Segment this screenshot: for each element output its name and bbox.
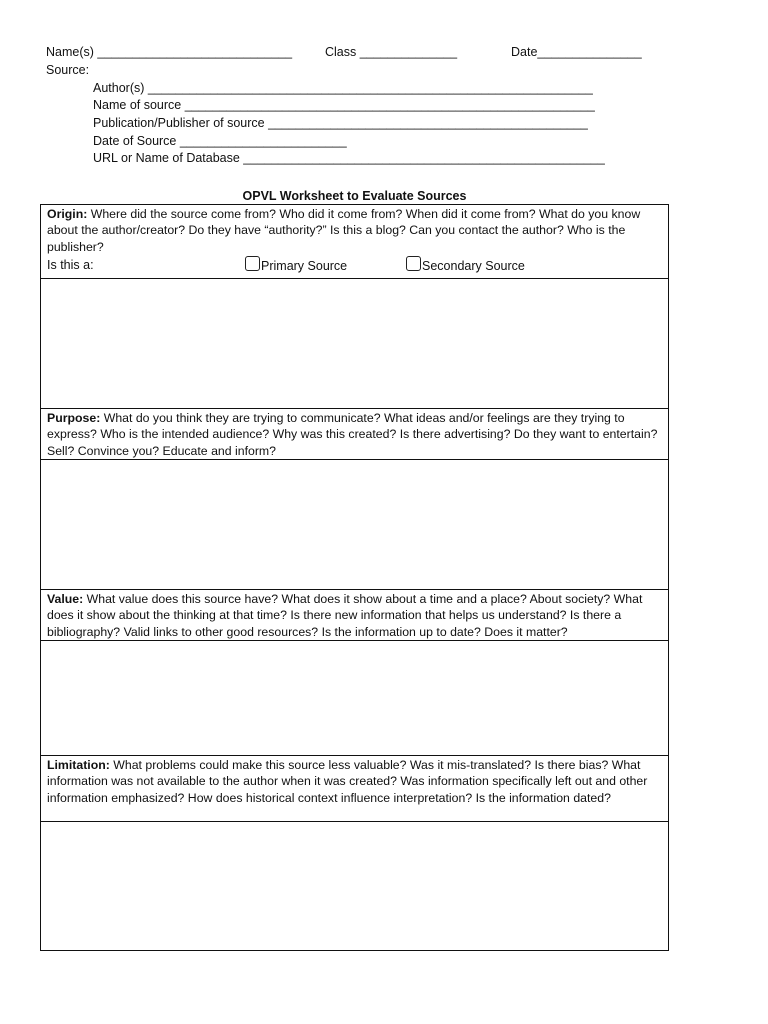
opvl-table bbox=[40, 204, 669, 951]
secondary-source-option[interactable] bbox=[406, 255, 525, 275]
author-field[interactable]: Author(s) ________________________________________________________________ bbox=[93, 81, 593, 95]
origin-section bbox=[41, 205, 668, 278]
purpose-prompt bbox=[41, 409, 668, 459]
value-section bbox=[41, 590, 668, 640]
name-field[interactable]: Name(s) ____________________________ bbox=[46, 45, 293, 59]
purpose-heading: Purpose: bbox=[47, 411, 101, 425]
limitation-heading: Limitation: bbox=[47, 758, 110, 772]
value-prompt bbox=[41, 590, 668, 640]
url-field[interactable]: URL or Name of Database ____________________________________________________ bbox=[93, 151, 605, 165]
purpose-answer-area[interactable] bbox=[41, 460, 668, 589]
date-of-source-field[interactable]: Date of Source ________________________ bbox=[93, 134, 347, 148]
value-text: What value does this source have? What does it show about a time and a place? About society? What does it show about the thinking at that time? Is there new information that helps us understand? Is there a bibliography? Valid links to other good resources? Is the information up to date? Does it matter? bbox=[47, 592, 643, 639]
worksheet-title: OPVL Worksheet to Evaluate Sources bbox=[242, 189, 467, 203]
secondary-source-label: Secondary Source bbox=[422, 259, 525, 273]
secondary-source-checkbox[interactable] bbox=[406, 256, 421, 271]
source-type-row bbox=[47, 255, 662, 275]
limitation-prompt bbox=[41, 756, 668, 806]
source-label: Source: bbox=[46, 63, 90, 77]
purpose-text: What do you think they are trying to communicate? What ideas and/or feelings are they trying to express? Who is the intended audience? Why was this created? Is there advertising? Do they want to entertain? Sell? Convince you? Educate and inform? bbox=[47, 411, 658, 458]
primary-source-label: Primary Source bbox=[261, 259, 348, 273]
purpose-section bbox=[41, 409, 668, 459]
value-answer-area[interactable] bbox=[41, 641, 668, 755]
primary-source-checkbox[interactable] bbox=[245, 256, 260, 271]
value-heading: Value: bbox=[47, 592, 84, 606]
origin-text: Where did the source come from? Who did it come from? When did it come from? What do you know about the author/creator? Do they have “authority?” Is this a blog? Can you contact the author? Who is the publisher? bbox=[47, 207, 641, 254]
limitation-section bbox=[41, 756, 668, 822]
limitation-text: What problems could make this source less valuable? Was it mis-translated? Is there bias? What information was not available to the author when it was created? Was information specifically left out and other information emphasized? How does historical context influence interpretation? Is the information dated? bbox=[47, 758, 648, 805]
class-field[interactable]: Class ______________ bbox=[325, 45, 458, 59]
date-field[interactable]: Date_______________ bbox=[511, 45, 642, 59]
origin-heading: Origin: bbox=[47, 207, 88, 221]
name-of-source-field[interactable]: Name of source ___________________________________________________________ bbox=[93, 98, 595, 112]
is-this-a-label: Is this a: bbox=[47, 258, 94, 272]
primary-source-option[interactable] bbox=[245, 255, 347, 275]
limitation-answer-area[interactable] bbox=[41, 822, 668, 950]
origin-answer-area[interactable] bbox=[41, 279, 668, 408]
publication-field[interactable]: Publication/Publisher of source ______________________________________________ bbox=[93, 116, 588, 130]
origin-prompt bbox=[41, 205, 668, 255]
